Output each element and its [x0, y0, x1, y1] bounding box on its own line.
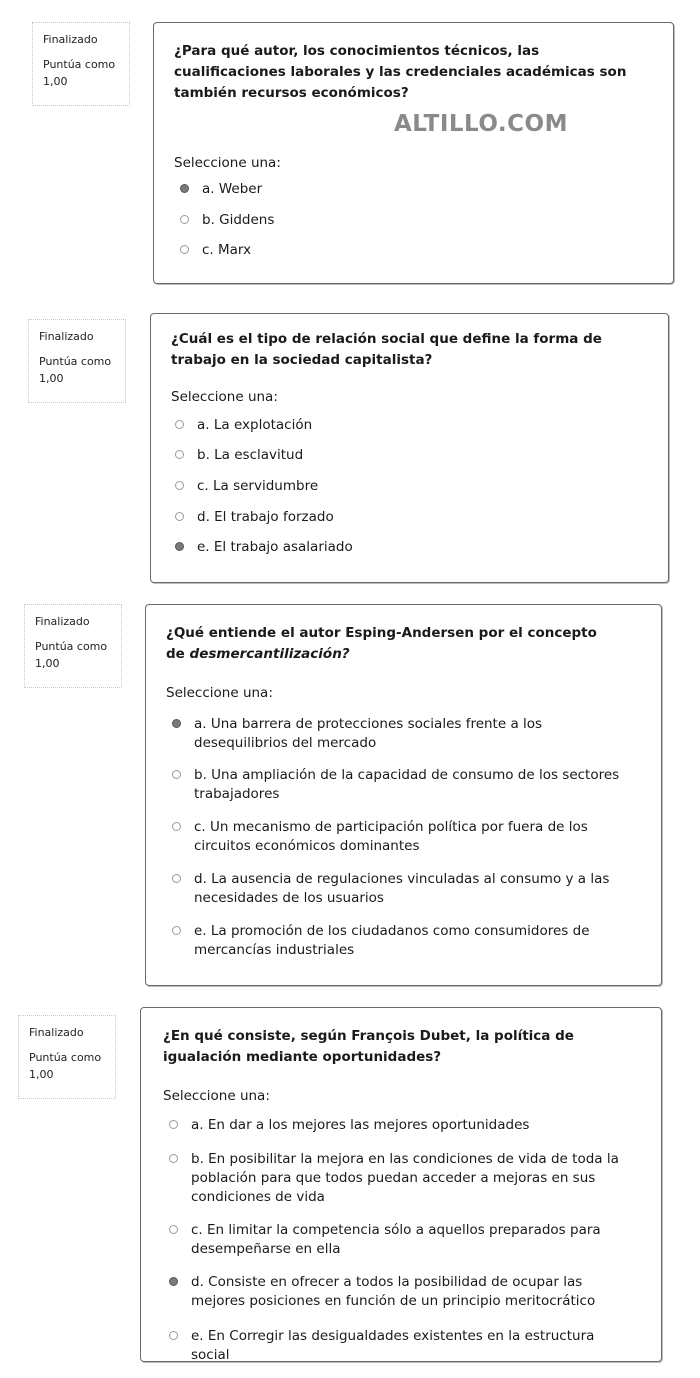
option-label: b. Una ampliación de la capacidad de consumo de los sectores trabajadores — [194, 767, 620, 802]
points-label: Puntúa como — [29, 1051, 102, 1064]
option-label: b. Giddens — [202, 212, 275, 228]
select-prompt: Seleccione una: — [163, 1088, 270, 1104]
option-e[interactable] — [169, 1327, 629, 1365]
question-status: Finalizado — [43, 33, 98, 46]
radio-button[interactable] — [172, 874, 181, 883]
points-value: 1,00 — [29, 1068, 54, 1081]
points-value: 1,00 — [35, 657, 60, 670]
question-status: Finalizado — [35, 615, 90, 628]
points-label: Puntúa como — [35, 640, 108, 653]
question-status: Finalizado — [29, 1026, 84, 1039]
radio-button[interactable] — [169, 1225, 178, 1234]
radio-button[interactable] — [169, 1277, 178, 1286]
option-c[interactable] — [180, 241, 640, 260]
radio-button[interactable] — [172, 770, 181, 779]
radio-button[interactable] — [175, 450, 184, 459]
option-b[interactable] — [175, 446, 645, 465]
select-prompt: Seleccione una: — [171, 389, 278, 405]
points-value: 1,00 — [43, 75, 68, 88]
radio-button[interactable] — [172, 926, 181, 935]
select-prompt: Seleccione una: — [174, 155, 281, 171]
question-3 — [24, 604, 662, 986]
radio-button[interactable] — [180, 245, 189, 254]
question-text: ¿Cuál es el tipo de relación social que define la forma de trabajo en la sociedad capitalista? — [171, 331, 602, 368]
question-card — [150, 313, 669, 583]
question-info — [32, 22, 130, 106]
radio-button[interactable] — [169, 1120, 178, 1129]
option-a[interactable] — [169, 1116, 629, 1135]
question-text-emphasis: desmercantilización? — [189, 646, 350, 662]
option-label: d. Consiste en ofrecer a todos la posibilidad de ocupar las mejores posiciones en función de un principio meritocrático — [191, 1274, 596, 1309]
option-label: e. El trabajo asalariado — [197, 539, 353, 555]
option-label: e. En Corregir las desigualdades existentes en la estructura social — [191, 1328, 595, 1363]
question-4 — [18, 1007, 662, 1362]
points-label: Puntúa como — [43, 58, 116, 71]
question-card — [153, 22, 674, 284]
question-info — [24, 604, 122, 688]
option-c[interactable] — [175, 477, 645, 496]
option-label: a. En dar a los mejores las mejores oportunidades — [191, 1117, 530, 1133]
question-status: Finalizado — [39, 330, 94, 343]
radio-button[interactable] — [175, 542, 184, 551]
radio-button[interactable] — [180, 184, 189, 193]
option-c[interactable] — [169, 1221, 629, 1259]
question-1 — [32, 22, 674, 284]
question-text: ¿En qué consiste, según François Dubet, la política de igualación mediante oportunidades? — [163, 1028, 574, 1065]
option-a[interactable] — [175, 416, 645, 435]
select-prompt: Seleccione una: — [166, 685, 273, 701]
option-label: c. En limitar la competencia sólo a aquellos preparados para desempeñarse en ella — [191, 1222, 601, 1257]
option-d[interactable] — [172, 870, 632, 908]
radio-button[interactable] — [172, 822, 181, 831]
option-label: a. Una barrera de protecciones sociales frente a los desequilibrios del mercado — [194, 716, 543, 751]
option-label: d. La ausencia de regulaciones vinculadas al consumo y a las necesidades de los usuarios — [194, 871, 610, 906]
option-label: a. Weber — [202, 181, 263, 197]
option-b[interactable] — [172, 766, 632, 804]
option-e[interactable] — [175, 538, 645, 557]
option-label: e. La promoción de los ciudadanos como consumidores de mercancías industriales — [194, 923, 590, 958]
option-a[interactable] — [180, 180, 640, 199]
option-label: b. La esclavitud — [197, 447, 304, 463]
option-b[interactable] — [180, 211, 640, 230]
points-value: 1,00 — [39, 372, 64, 385]
option-d[interactable] — [175, 508, 645, 527]
points-label: Puntúa como — [39, 355, 112, 368]
question-card — [145, 604, 662, 986]
option-d[interactable] — [169, 1273, 629, 1311]
option-label: d. El trabajo forzado — [197, 509, 334, 525]
option-e[interactable] — [172, 922, 632, 960]
question-2 — [28, 313, 669, 583]
radio-button[interactable] — [175, 420, 184, 429]
radio-button[interactable] — [180, 215, 189, 224]
radio-button[interactable] — [169, 1154, 178, 1163]
radio-button[interactable] — [175, 512, 184, 521]
question-info — [28, 319, 126, 403]
question-text-main: ¿Qué entiende el autor Esping-Andersen por el concepto de — [166, 625, 597, 662]
option-label: a. La explotación — [197, 417, 313, 433]
option-c[interactable] — [172, 818, 632, 856]
question-info — [18, 1015, 116, 1099]
question-text: ¿Para qué autor, los conocimientos técnicos, las cualificaciones laborales y las credenciales académicas son también recursos económicos? — [174, 43, 627, 101]
radio-button[interactable] — [172, 719, 181, 728]
question-card — [140, 1007, 662, 1362]
option-b[interactable] — [169, 1150, 629, 1207]
option-label: c. Marx — [202, 242, 252, 258]
option-a[interactable] — [172, 715, 632, 753]
question-text — [166, 623, 616, 665]
option-label: c. Un mecanismo de participación política por fuera de los circuitos económicos dominantes — [194, 819, 588, 854]
radio-button[interactable] — [175, 481, 184, 490]
option-label: c. La servidumbre — [197, 478, 319, 494]
watermark-text: ALTILLO.COM — [394, 111, 568, 137]
radio-button[interactable] — [169, 1331, 178, 1340]
option-label: b. En posibilitar la mejora en las condiciones de vida de toda la población para que todos puedan acceder a mejoras en sus condiciones de vida — [191, 1151, 619, 1205]
